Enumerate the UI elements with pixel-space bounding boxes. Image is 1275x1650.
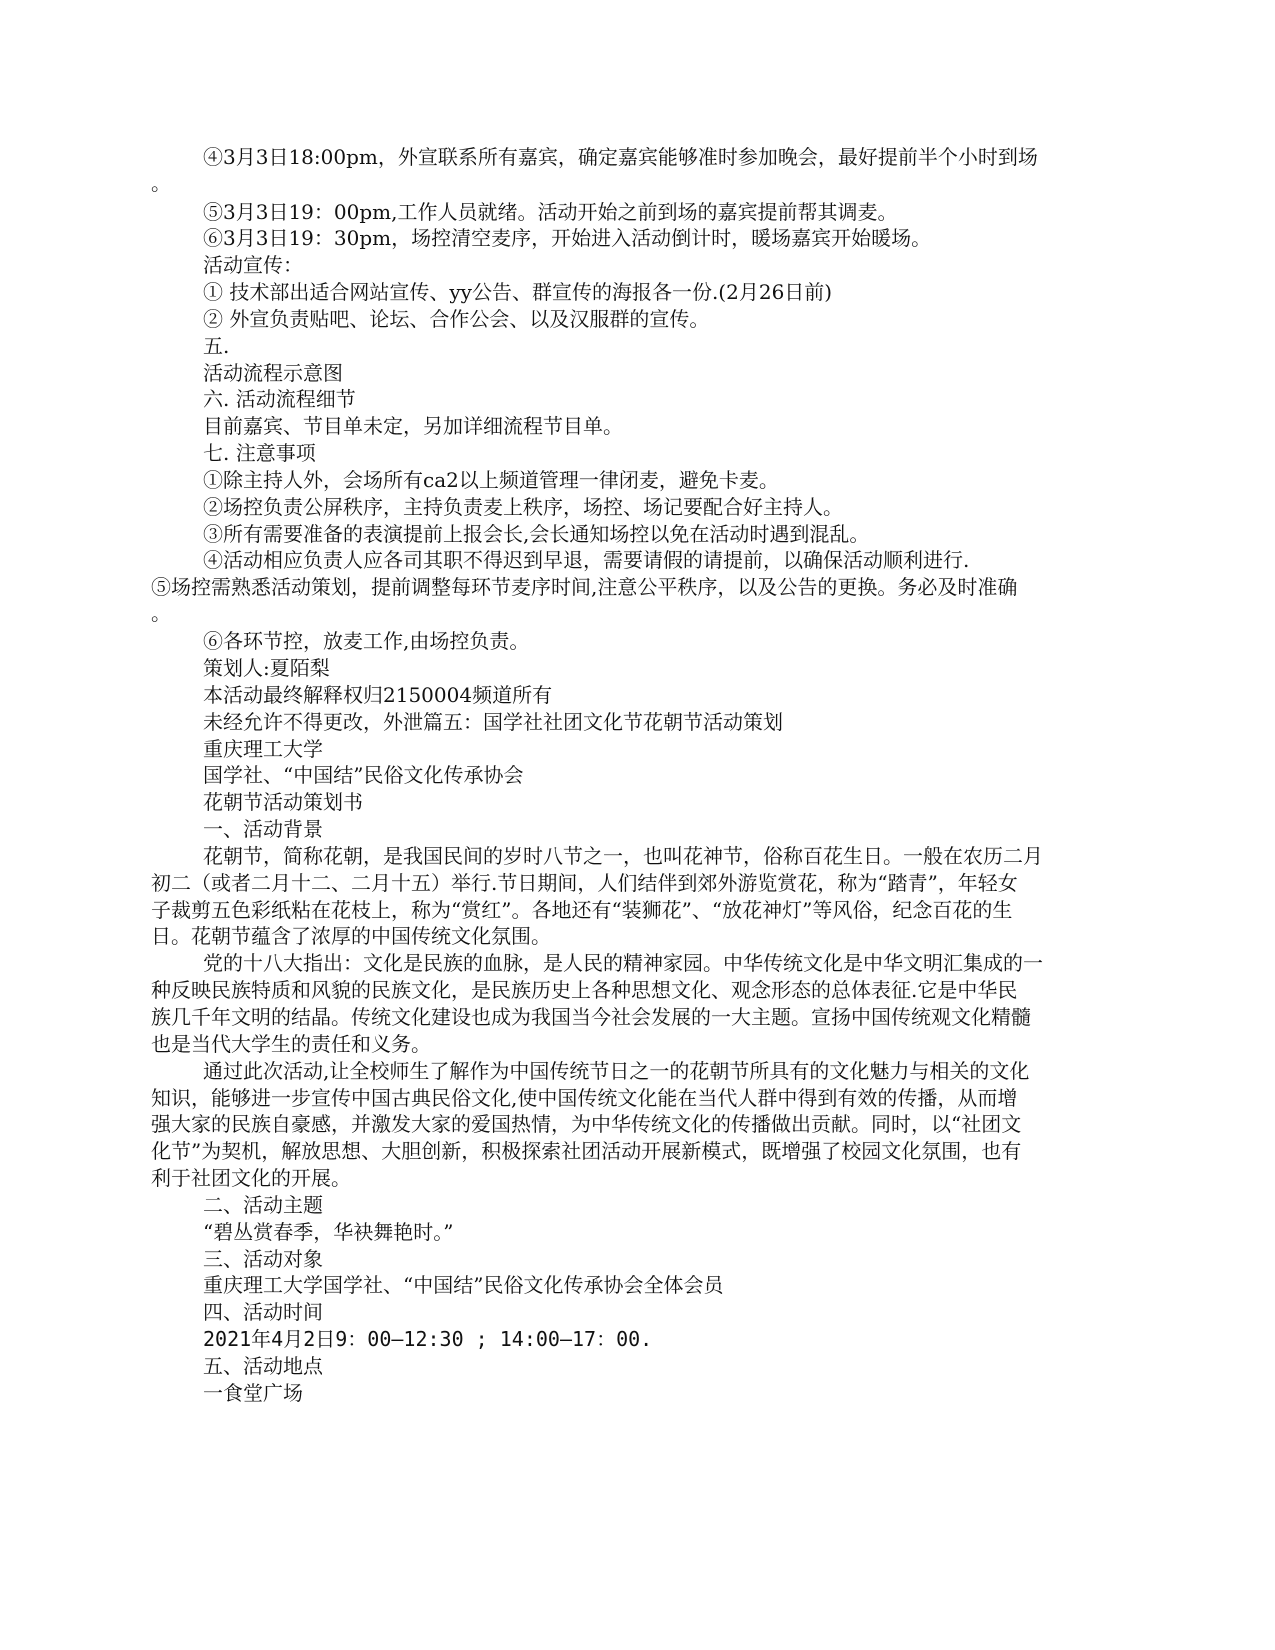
paragraph-line: 化节”为契机，解放思想、大胆创新，积极探索社团活动开展新模式，既增强了校园文化氛围，也有 <box>151 1139 1022 1163</box>
section-heading: 三、活动对象 <box>203 1247 323 1271</box>
text-line: ⑤3月3日19：00pm,工作人员就绪。活动开始之前到场的嘉宾提前帮其调麦。 <box>203 200 898 224</box>
paragraph-line: 党的十八大指出：文化是民族的血脉，是人民的精神家园。中华传统文化是中华文明汇集成的一 <box>203 951 1043 975</box>
text-line: 五. <box>203 334 230 358</box>
text-line: ⑤场控需熟悉活动策划，提前调整每环节麦序时间,注意公平秩序，以及公告的更换。务必及时准确 <box>151 575 1018 599</box>
section-heading: 六. 活动流程细节 <box>203 387 356 411</box>
text-line: 目前嘉宾、节目单未定，另加详细流程节目单。 <box>203 414 623 438</box>
section-heading: 一、活动背景 <box>203 817 323 841</box>
paragraph-line: 族几千年文明的结晶。传统文化建设也成为我国当今社会发展的一大主题。宣扬中国传统观文化精髓 <box>151 1005 1031 1029</box>
text-line: ④活动相应负责人应各司其职不得迟到早退，需要请假的请提前，以确保活动顺利进行. <box>203 548 970 572</box>
text-line: ⑥3月3日19：30pm，场控清空麦序，开始进入活动倒计时，暖场嘉宾开始暖场。 <box>203 226 932 250</box>
text-line: 策划人:夏陌梨 <box>203 656 330 680</box>
paragraph-line: 也是当代大学生的责任和义务。 <box>151 1032 431 1056</box>
text-line: 。 <box>151 601 171 625</box>
text-line: “碧丛赏春季，华袂舞艳时。” <box>203 1220 454 1244</box>
text-line: ②场控负责公屏秩序，主持负责麦上秩序，场控、场记要配合好主持人。 <box>203 495 843 519</box>
text-line: 2021年4月2日9：00—12:30 ; 14:00—17：00. <box>203 1327 653 1351</box>
text-line: 本活动最终解释权归2150004频道所有 <box>203 683 553 707</box>
paragraph-line: 通过此次活动,让全校师生了解作为中国传统节日之一的花朝节所具有的文化魅力与相关的文化 <box>203 1059 1030 1083</box>
paragraph-line: 花朝节，简称花朝，是我国民间的岁时八节之一，也叫花神节，俗称百花生日。一般在农历二月 <box>203 844 1043 868</box>
text-line: 重庆理工大学国学社、“中国结”民俗文化传承协会全体会员 <box>203 1273 724 1297</box>
text-line: 国学社、“中国结”民俗文化传承协会 <box>203 763 524 787</box>
section-heading: 五、活动地点 <box>203 1354 323 1378</box>
paragraph-line: 强大家的民族自豪感，并激发大家的爱国热情，为中华传统文化的传播做出贡献。同时，以“社团文 <box>151 1112 1022 1136</box>
text-line: 未经允许不得更改，外泄篇五：国学社社团文化节花朝节活动策划 <box>203 710 783 734</box>
text-line: 一食堂广场 <box>203 1381 303 1405</box>
text-line: 活动宣传： <box>203 253 303 277</box>
section-heading: 二、活动主题 <box>203 1193 323 1217</box>
text-line: ③所有需要准备的表演提前上报会长,会长通知场控以免在活动时遇到混乱。 <box>203 522 870 546</box>
text-line: ①除主持人外，会场所有ca2以上频道管理一律闭麦，避免卡麦。 <box>203 468 779 492</box>
text-line: 活动流程示意图 <box>203 361 343 385</box>
text-line: ② 外宣负责贴吧、论坛、合作公会、以及汉服群的宣传。 <box>203 307 710 331</box>
section-heading: 四、活动时间 <box>203 1300 323 1324</box>
text-line: 花朝节活动策划书 <box>203 790 363 814</box>
text-line: 重庆理工大学 <box>203 737 323 761</box>
paragraph-line: 利于社团文化的开展。 <box>151 1166 351 1190</box>
section-heading: 七. 注意事项 <box>203 441 316 465</box>
text-line: ④3月3日18:00pm，外宣联系所有嘉宾，确定嘉宾能够准时参加晚会，最好提前半个小时到场 <box>203 145 1038 169</box>
paragraph-line: 种反映民族特质和风貌的民族文化，是民族历史上各种思想文化、观念形态的总体表征.它是中华民 <box>151 978 1018 1002</box>
paragraph-line: 日。花朝节蕴含了浓厚的中国传统文化氛围。 <box>151 924 551 948</box>
paragraph-line: 子裁剪五色彩纸粘在花枝上，称为“赏红”。各地还有“装狮花”、“放花神灯”等风俗，纪念百花的生 <box>151 898 1013 922</box>
text-line: 。 <box>151 171 171 195</box>
paragraph-line: 知识，能够进一步宣传中国古典民俗文化,使中国传统文化能在当代人群中得到有效的传播，从而增 <box>151 1086 1018 1110</box>
text-line: ① 技术部出适合网站宣传、yy公告、群宣传的海报各一份.(2月26日前) <box>203 280 833 304</box>
paragraph-line: 初二（或者二月十二、二月十五）举行.节日期间，人们结伴到郊外游览赏花，称为“踏青”，年轻女 <box>151 871 1018 895</box>
text-line: ⑥各环节控，放麦工作,由场控负责。 <box>203 629 530 653</box>
